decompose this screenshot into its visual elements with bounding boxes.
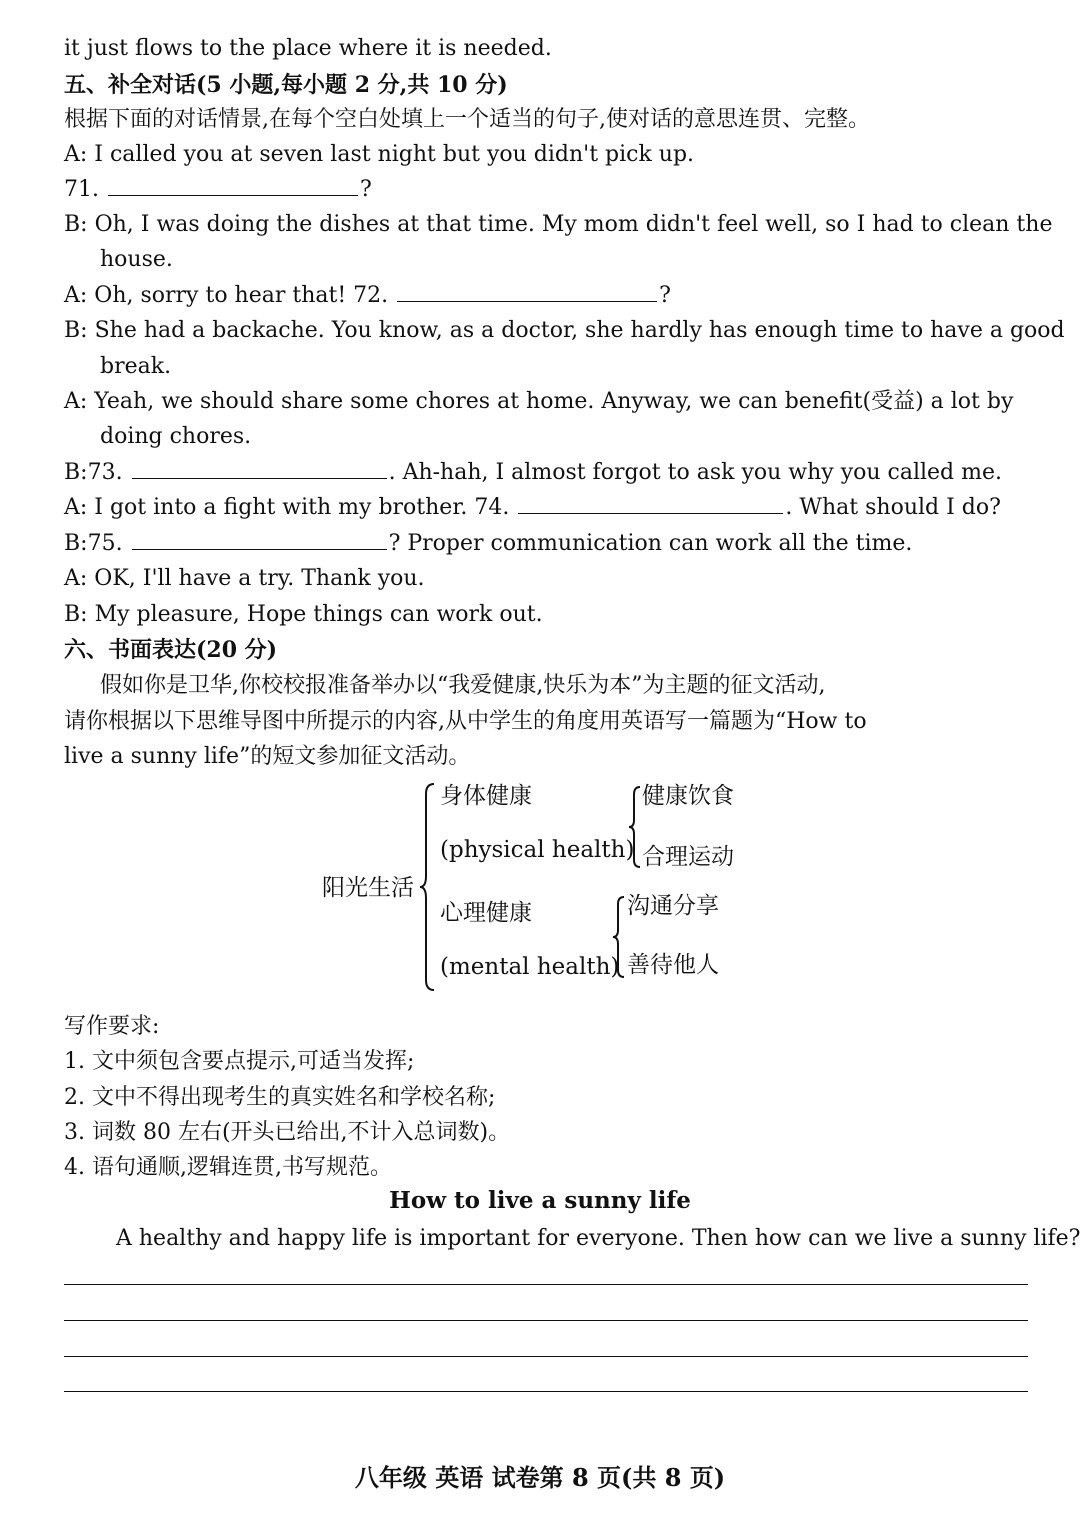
mindmap-mental-en: (mental health) bbox=[440, 954, 620, 980]
mindmap-physical-cn: 身体健康 bbox=[440, 783, 532, 809]
section5-instruction: 根据下面的对话情景,在每个空白处填上一个适当的句子,使对话的意思连贯、完整。 bbox=[64, 107, 870, 132]
answer-blank-75[interactable] bbox=[132, 529, 387, 550]
section6-paragraph-3: live a sunny life”的短文参加征文活动。 bbox=[64, 744, 471, 769]
answer-blank-73[interactable] bbox=[132, 458, 387, 479]
q75-start: B:75. bbox=[64, 531, 123, 556]
mindmap-proper-exercise: 合理运动 bbox=[642, 844, 734, 870]
answer-blank-72[interactable] bbox=[397, 281, 657, 302]
page-footer: 八年级 英语 试卷第 8 页(共 8 页) bbox=[354, 1463, 726, 1492]
mindmap-main-brace bbox=[420, 780, 440, 995]
dialogue-line-3b: house. bbox=[100, 247, 173, 272]
dialogue-line-1: A: I called you at seven last night but you didn't pick up. bbox=[64, 142, 695, 167]
dialogue-line-3a: B: Oh, I was doing the dishes at that time. My mom didn't feel well, so I had to clean the bbox=[64, 212, 1053, 237]
q71-number: 71. bbox=[64, 177, 99, 202]
essay-title: How to live a sunny life bbox=[389, 1187, 691, 1214]
requirement-2: 2. 文中不得出现考生的真实姓名和学校名称; bbox=[64, 1085, 496, 1110]
q72-end: ? bbox=[659, 283, 671, 308]
section5-heading: 五、补全对话(5 小题,每小题 2 分,共 10 分) bbox=[64, 72, 508, 98]
question-72 bbox=[64, 281, 671, 311]
writing-line-1[interactable] bbox=[64, 1284, 1028, 1285]
requirements-heading: 写作要求: bbox=[64, 1014, 160, 1039]
question-75 bbox=[64, 529, 912, 559]
question-71 bbox=[64, 175, 372, 205]
mindmap-communicate-share: 沟通分享 bbox=[627, 893, 719, 919]
q73-end: . Ah-hah, I almost forgot to ask you why you called me. bbox=[388, 460, 1003, 485]
writing-line-3[interactable] bbox=[64, 1356, 1028, 1357]
mindmap-healthy-diet: 健康饮食 bbox=[642, 783, 734, 809]
top-line: it just flows to the place where it is needed. bbox=[64, 36, 552, 61]
mindmap-physical-en: (physical health) bbox=[440, 837, 635, 863]
section6-paragraph-1: 假如你是卫华,你校校报准备举办以“我爱健康,快乐为本”为主题的征文活动, bbox=[100, 673, 826, 698]
answer-blank-74[interactable] bbox=[518, 493, 783, 514]
answer-blank-71[interactable] bbox=[108, 175, 358, 196]
writing-line-4[interactable] bbox=[64, 1391, 1028, 1392]
section6-heading: 六、书面表达(20 分) bbox=[64, 637, 278, 663]
q74-end: . What should I do? bbox=[785, 495, 1001, 520]
dialogue-line-6b: doing chores. bbox=[100, 424, 252, 449]
essay-opening: A healthy and happy life is important for everyone. Then how can we live a sunny life? bbox=[116, 1226, 1080, 1251]
requirement-1: 1. 文中须包含要点提示,可适当发挥; bbox=[64, 1049, 415, 1074]
requirement-3: 3. 词数 80 左右(开头已给出,不计入总词数)。 bbox=[64, 1120, 511, 1145]
dialogue-line-10: A: OK, I'll have a try. Thank you. bbox=[64, 566, 425, 591]
writing-line-2[interactable] bbox=[64, 1320, 1028, 1321]
question-74 bbox=[64, 493, 1001, 523]
q73-start: B:73. bbox=[64, 460, 123, 485]
mindmap-mental-brace bbox=[612, 894, 628, 980]
mindmap-treat-others-kindly: 善待他人 bbox=[627, 952, 719, 978]
mindmap-mental-cn: 心理健康 bbox=[440, 900, 532, 926]
dialogue-line-5a: B: She had a backache. You know, as a doctor, she hardly has enough time to have a good bbox=[64, 318, 1065, 343]
section6-paragraph-2: 请你根据以下思维导图中所提示的内容,从中学生的角度用英语写一篇题为“How to bbox=[64, 709, 867, 734]
q71-end: ? bbox=[360, 177, 372, 202]
dialogue-line-11: B: My pleasure, Hope things can work out. bbox=[64, 602, 543, 627]
q74-start: A: I got into a fight with my brother. 74. bbox=[64, 495, 510, 520]
question-73 bbox=[64, 458, 1002, 488]
q75-end: ? Proper communication can work all the time. bbox=[388, 531, 913, 556]
mindmap-root: 阳光生活 bbox=[322, 875, 414, 901]
dialogue-line-6a: A: Yeah, we should share some chores at home. Anyway, we can benefit(受益) a lot by bbox=[64, 389, 1014, 414]
requirement-4: 4. 语句通顺,逻辑连贯,书写规范。 bbox=[64, 1155, 392, 1180]
q72-start: A: Oh, sorry to hear that! 72. bbox=[64, 283, 389, 308]
dialogue-line-5b: break. bbox=[100, 354, 172, 379]
